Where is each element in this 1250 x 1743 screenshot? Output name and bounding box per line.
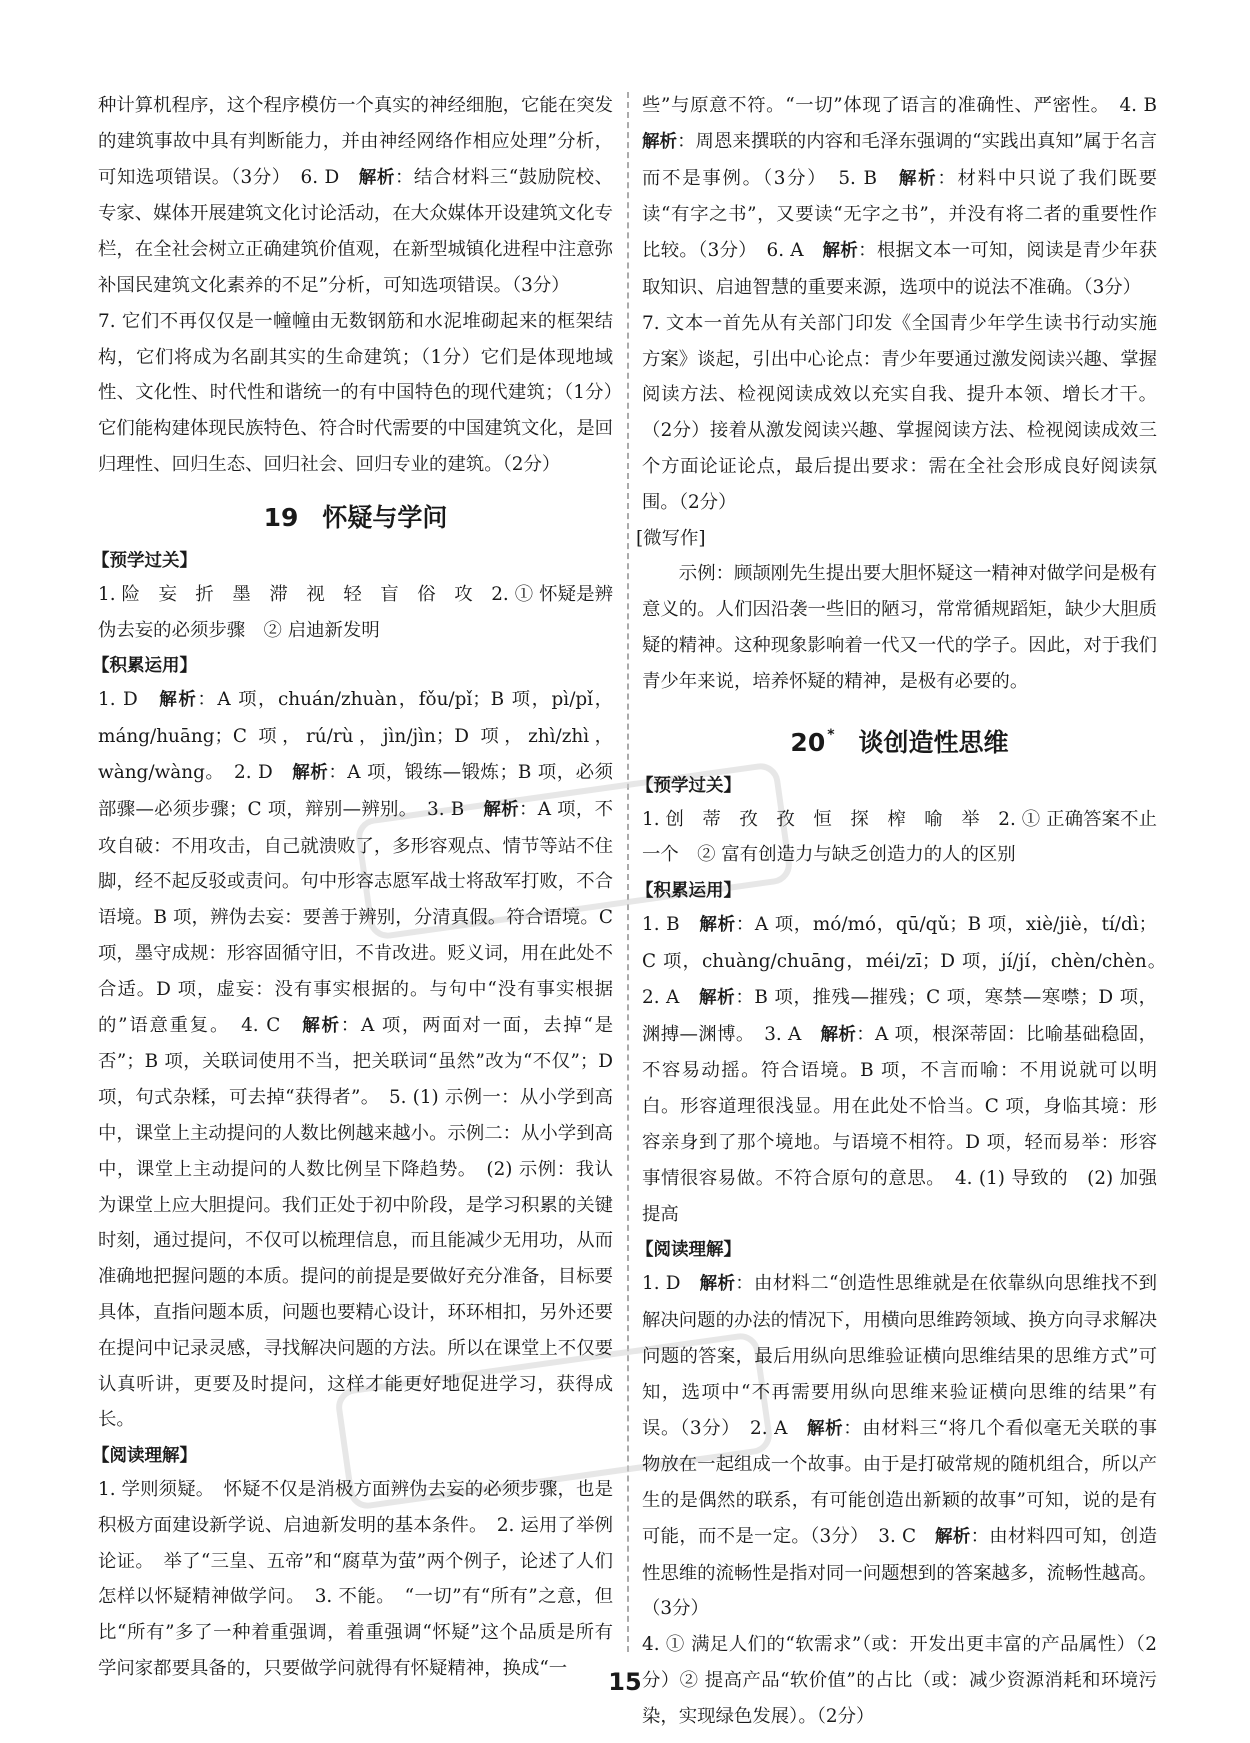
reading-answers: 1. 学则须疑。 怀疑不仅是消极方面辨伪去妄的必须步骤，也是积极方面建设新学说、启迪新发明的基本条件。 2. 运用了举例论证。 举了“三皇、五帝”和“腐草为萤”两个例子，论述了人们怎样以怀疑精神做学问。 3. 不能。 “一切”有“所有”之意，但比“所有”多了一种着重强调，着重强调“怀疑”这个品质是所有学问家都要具备的，只要做学问就得有怀疑精神，换成“一: [98, 1479, 613, 1680]
lesson-title-20: 20 * 谈创造性思维: [790, 726, 1009, 757]
section-header-reading: 【阅读理解】: [92, 1446, 197, 1467]
section-header-accumulate: 【积累运用】: [636, 881, 741, 902]
section-header-preview: 【预学过关】: [636, 775, 741, 796]
answer-q7-right: 7. 文本一首先从有关部门印发《全国青少年学生读书行动实施方案》谈起，引出中心论点：青少年要通过激发阅读兴趣、掌握阅读方法、检视阅读成效以充实自我、提升本领、增长才干。（2分）接着从激发阅读兴趣、掌握阅读方法、检视阅读成效三个方面论证论点，最后提出要求：需在全社会形成良好阅读氛围。（2分）: [642, 312, 1157, 513]
section-header-accumulate: 【积累运用】: [92, 656, 197, 677]
reading-answer-4: 4. ① 满足人们的“软需求”（或：开发出更丰富的产品属性）（2分）② 提高产品“软价值”的占比（或：减少资源消耗和环境污染，实现绿色发展）。（2分）: [642, 1634, 1157, 1727]
lesson-title-19: 19 怀疑与学问: [263, 502, 448, 532]
preview-answers: 1. 创 蒂 孜 孜 恒 探 榨 喻 举 2. ① 正确答案不止一个 ② 富有创造力与缺乏创造力的人的区别: [642, 808, 1157, 866]
answer-q7: 7. 它们不再仅仅是一幢幢由无数钢筋和水泥堆砌起来的框架结构，它们将成为名副其实的生命建筑；（1分）它们是体现地域性、文化性、时代性和谐统一的有中国特色的现代建筑；（1分）它们能构建体现民族特色、符合时代需要的中国建筑文化，是回归理性、回归生态、回归社会、回归专业的建筑。（2分）: [98, 310, 613, 475]
answer-paragraph-continued: 些”与原意不符。“一切”体现了语言的准确性、严密性。 4. B 解析：周恩来撰联的内容和毛泽东强调的“实践出真知”属于名言而不是事例。（3分） 5. B 解析：材料中只说了我们既要读“有字之书”，又要读“无字之书”，并没有将二者的重要性作比较。（3分） 6. A 解析：根据文本一可知，阅读是青少年获取知识、启迪智慧的重要来源，选项中的说法不准确。（3分）: [642, 95, 1176, 298]
reading-answers: 1. D 解析：由材料二“创造性思维就是在依靠纵向思维找不到解决问题的办法的情况下，用横向思维跨领域、换方向寻求解决问题的答案，最后用纵向思维验证横向思维结果的思维方式”可知，选项中“不再需要用纵向思维来验证横向思维的结果”有误。（3分） 2. A 解析：由材料三“将几个看似毫无关联的事物放在一起组成一个故事。由于是打破常规的随机组合，所以产生的是偶然的联系，有可能创造出新颖的故事”可知，说的是有可能，而不是一定。（3分） 3. C 解析：由材料四可知，创造性思维的流畅性是指对同一问题想到的答案越多，流畅性越高。（3分）: [642, 1273, 1158, 1620]
micro-writing-example: 示例：顾颉刚先生提出要大胆怀疑这一精神对做学问是极有意义的。人们因沿袭一些旧的陋习，常常循规蹈矩，缺少大胆质疑的精神。这种现象影响着一代又一代的学子。因此，对于我们青少年来说，培养怀疑的精神，是极有必要的。: [642, 563, 1157, 692]
right-column: [636, 88, 1176, 1735]
section-header-reading: 【阅读理解】: [636, 1240, 741, 1261]
section-header-preview: 【预学过关】: [92, 550, 197, 571]
left-column: [92, 88, 614, 1687]
accumulate-answers: 1. D 解析：A 项，chuán/zhuàn，fǒu/pǐ；B 项，pì/pǐ，máng/huāng；C 项，rú/rù，jìn/jìn；D 项，zhì/zhì，wàng/wàng。 2. D 解析：A 项，锻练—锻炼；B 项，必须部骤—必须步骤；C 项，辩别—辨别。 3. B 解析：A 项，不攻自破：不用攻击，自己就溃败了，多形容观点、情节等站不住脚，经不起反驳或责问。句中形容志愿军战士将敌军打败，不合语境。B 项，辨伪去妄：要善于辨别，分清真假。符合语境。C 项，墨守成规：形容固循守旧，不肯改进。贬义词，用在此处不合适。D 项，虚妄：没有事实根据的。与句中“没有事实根据的”语意重复。 4. C 解析：A 项，两面对一面，去掉“是否”；B 项，关联词使用不当，把关联词“虽然”改为“不仅”；D 项，句式杂糅，可去掉“获得者”。 5. (1) 示例一：从小学到高中，课堂上主动提问的人数比例越来越小。示例二：从小学到高中，课堂上主动提问的人数比例呈下降趋势。 (2) 示例：我认为课堂上应大胆提问。我们正处于初中阶段，是学习积累的关键时刻，通过提问，不仅可以梳理信息，而且能减少无用功，从而准确地把握问题的本质。提问的前提是要做好充分准备，目标要具体，直指问题本质，问题也要精心设计，环环相扣，另外还要在提问中记录灵感，寻找解决问题的方法。所以在课堂上不仅要认真听讲，更要及时提问，这样才能更好地促进学习，获得成长。: [98, 689, 614, 1431]
preview-answers: 1. 险 妄 折 墨 滞 视 轻 盲 俗 攻 2. ① 怀疑是辨伪去妄的必须步骤 ② 启迪新发明: [98, 583, 613, 641]
micro-writing-label: [微写作]: [636, 527, 706, 549]
page-number: 15: [608, 1668, 642, 1696]
accumulate-answers: 1. B 解析：A 项，mó/mó，qū/qǔ；B 项，xiè/jiè，tí/dì；C 项，chuàng/chuāng，méi/zī；D 项，jí/jí，chèn/chèn。 2. A 解析：B 项，推残—摧残；C 项，寒禁—寒噤；D 项，渊搏—渊博。 3. A 解析：A 项，根深蒂固：比喻基础稳固，不容易动摇。符合语境。B 项，不言而喻：不用说就可以明白。形容道理很浅显。用在此处不恰当。C 项，身临其境：形容亲身到了那个境地。与语境不相符。D 项，轻而易举：形容事情很容易做。不符合原句的意思。 4. (1) 导致的 (2) 加强 提高: [642, 914, 1176, 1225]
answer-paragraph: 种计算机程序，这个程序模仿一个真实的神经细胞，它能在突发的建筑事故中具有判断能力，并由神经网络作相应处理”分析，可知选项错误。（3分） 6. D 解析：结合材料三“鼓励院校、专家、媒体开展建筑文化讨论活动，在大众媒体开设建筑文化专栏，在全社会树立正确建筑价值观，在新型城镇化进程中注意弥补国民建筑文化素养的不足”分析，可知选项错误。（3分）: [98, 95, 613, 296]
